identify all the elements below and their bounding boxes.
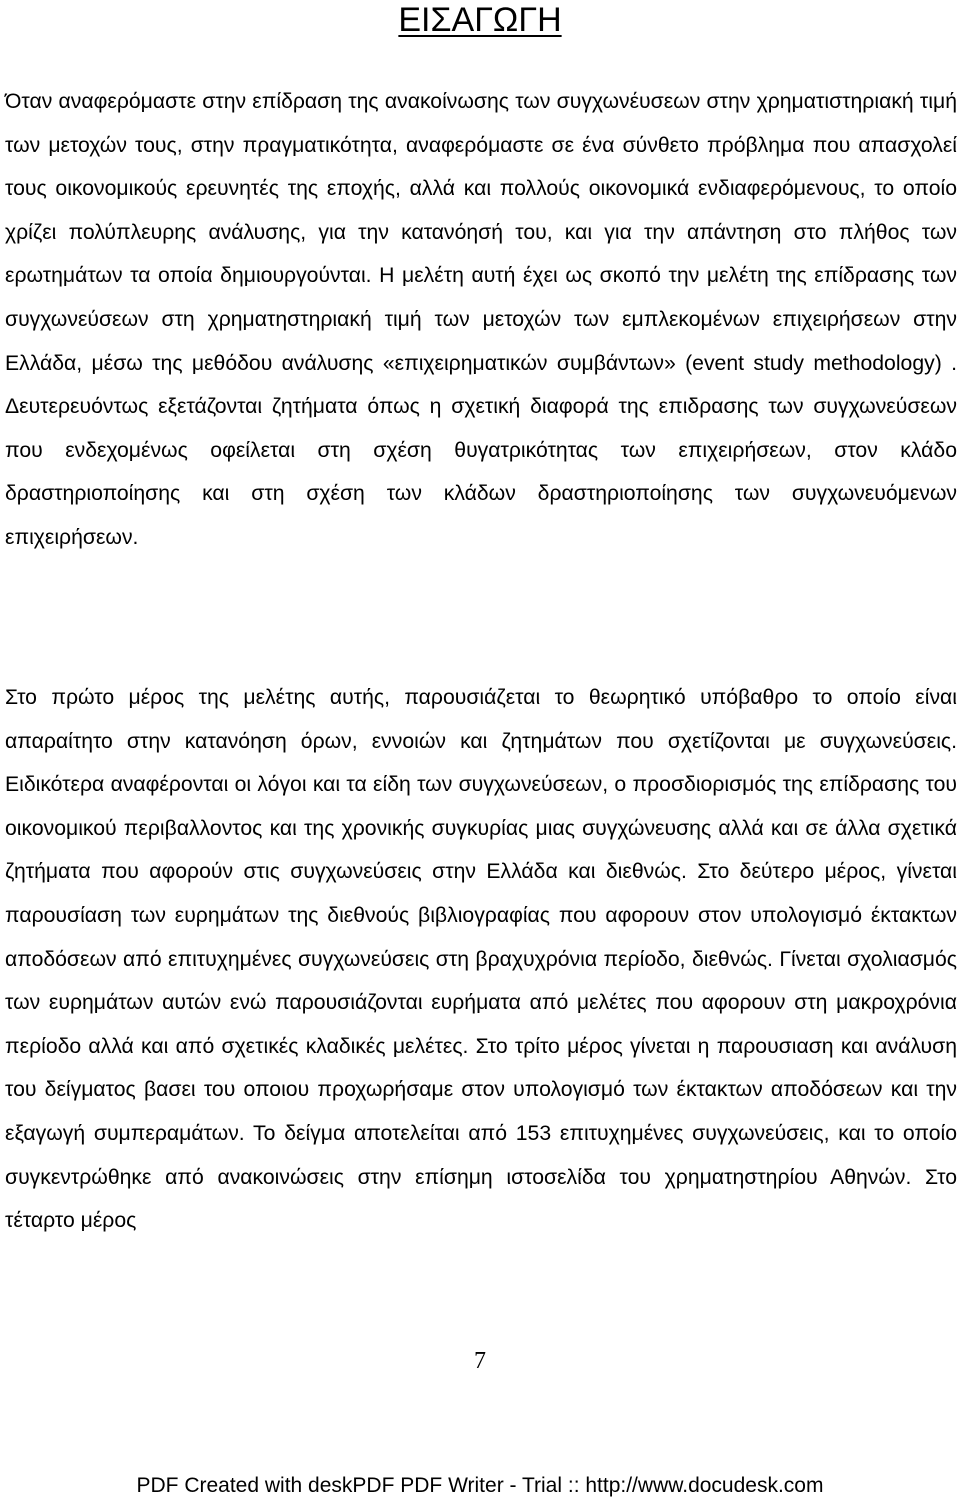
paragraph-introduction: Όταν αναφερόμαστε στην επίδραση της ανακοίνωσης των συγχωνέυσεων στην χρηματιστηριακή τιμή των μετοχών τους, στην πραγματικότητα, αναφερόμαστε σε ένα σύνθετο πρόβλημα που απασχολεί τους οικονομικούς ερευνητές της εποχής, αλλά και πολλούς οικονομικά ενδιαφερόμενους, το οποίο χρίζει πολύπλευρης ανάλυσης, για την κατανόησή του, και για την απάντηση στο πλήθος των ερωτημάτων τα οποία δημιουργούνται. Η μελέτη αυτή έχει ως σκοπό την μελέτη της επίδρασης των συγχωνεύσεων στη χρηματηστηριακή τιμή των μετοχών των εμπλεκομένων επιχειρήσεων στην Ελλάδα, μέσω της μεθόδου ανάλυσης «επιχειρηματικών συμβάντων» (event study methodology) . Δευτερευόντως εξετάζονται ζητήματα όπως η σχετική διαφορά της επιδρασης των συγχωνεύσεων που ενδεχομένως οφείλεται στη σχέση θυγατρικότητας των επιχειρήσεων, στον κλάδο δραστηριοποίησης και στη σχέση των κλάδων δραστηριοποίησης των συγχωνευόμενων επιχειρήσεων. <box>5 90 957 549</box>
page-number: 7 <box>474 1348 486 1374</box>
pdf-creator-footer: PDF Created with deskPDF PDF Writer - Trial :: http://www.docudesk.com <box>136 1474 824 1497</box>
page-title: ΕΙΣΑΓΩΓΗ <box>398 1 562 39</box>
paragraph-structure: Στο πρώτο μέρος της μελέτης αυτής, παρουσιάζεται το θεωρητικό υπόβαθρο το οποίο είναι απαραίτητο στην κατανόηση όρων, εννοιών και ζητημάτων που σχετίζονται με συγχωνεύσεις. Ειδικότερα αναφέρονται οι λόγοι και τα είδη των συγχωνεύσεων, ο προσδιορισμός της επίδρασης του οικονομικού περιβαλλοντος και της χρονικής συγκυρίας μιας συγχώνευσης αλλά και σε άλλα σχετικά ζητήματα που αφορούν στις συγχωνεύσεις στην Ελλάδα και διεθνώς. Στο δεύτερο μέρος, γίνεται παρουσίαση των ευρημάτων της διεθνούς βιβλιογραφίας που αφορουν στον υπολογισμό έκτακτων αποδόσεων από επιτυχημένες συγχωνεύσεις στη βραχυχρόνια περίοδο, διεθνώς. Γίνεται σχολιασμός των ευρημάτων αυτών ενώ παρουσιάζονται ευρήματα από μελέτες που αφορουν στη μακροχρόνια περίοδο αλλά και από σχετικές κλαδικές μελέτες. Στο τρίτο μέρος γίνεται η παρουσιαση και ανάλυση του δείγματος βασει του οποιου προχωρήσαμε στον υπολογισμό των έκτακτων αποδόσεων και την εξαγωγή συμπεραμάτων. Το δείγμα αποτελείται από 153 επιτυχημένες συγχωνεύσεις, και το οποίο συγκεντρώθηκε από ανακοινώσεις στην επίσημη ιστοσελίδα του χρηματηστηρίου Αθηνών. Στο τέταρτο μέρος <box>5 686 957 1233</box>
